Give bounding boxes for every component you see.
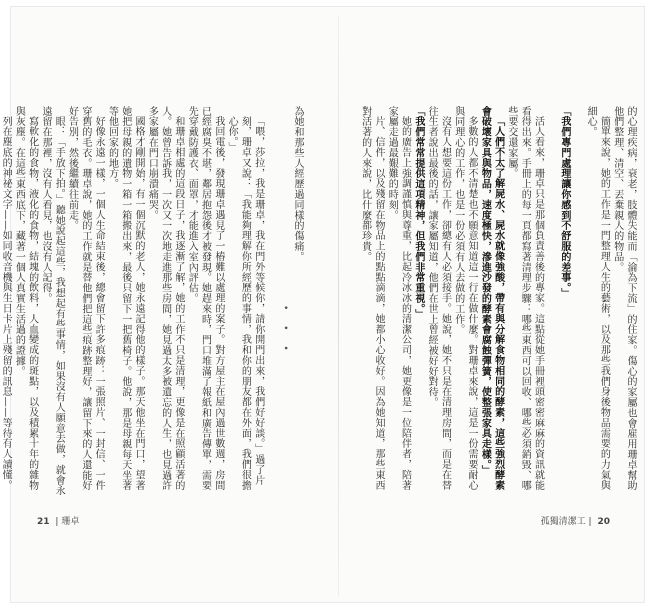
paragraph: 列在塵底的神祕文字——如同收音機與生日卡片上殘留的訊息——等待有人讀懂。 bbox=[0, 116, 12, 491]
paragraph: 片、信件，以及殘留在物品上的點點滴滴，她都小心收好。因為她知道，那些東西對活著的人來說，比什麼都珍貴。 bbox=[359, 106, 384, 491]
dialog-paragraph: 「喂，莎拉，我是珊卓，我在門外等候你，請你開門出來，我們好好談。」過了片刻，珊卓又說：「我能夠理解你所經歷的事情，我和你的朋友都在外面，我們很擔心你。」 bbox=[226, 116, 264, 491]
running-title: 珊卓 bbox=[61, 517, 80, 527]
right-page bbox=[339, 6, 645, 603]
running-title: 孤獨清潔工 bbox=[540, 517, 586, 527]
left-page-text bbox=[0, 106, 304, 496]
bold-quote: 「人們不太了解屍水、屍水就像強酸，帶有與分解食物相同的酵素，這些強烈酵素會破壞家具與物品，速度極快，滲進沙發的酵素會腐蝕彈簧，使整張家具走樣。」 bbox=[479, 106, 504, 491]
page-number: 20 bbox=[597, 517, 610, 527]
paragraph: 國格才剛開始，有一個沉默的老人，她永遠記得他的樣子。那天他坐在門口，望著她把母親的遺物一箱一箱搬出來，最後只留下一把舊椅子。他說，那是母親每天坐著等他回家的地方。 bbox=[106, 106, 145, 491]
paragraph: 多數的人都不清楚也不願意知道這一行在做什麼。對珊卓來說，這是一份需要耐心與同理心的工作，也是一份必須有人去做的工作。 bbox=[452, 106, 478, 491]
paragraph: 她的廣告上強調謹慎與尊重，比起冷冰冰的清潔公司，她更像是一位陪伴者，陪著家屬走過最艱難的時刻。 bbox=[386, 106, 411, 491]
paragraph: 沒有人想要這份工作，卻總有人必須接手。她說，她不只是在清理房間，而是在替往生者說出最後的話，讓家屬知道，他們在世上曾經被好好對待。 bbox=[426, 106, 451, 491]
left-page bbox=[0, 6, 338, 603]
spacer bbox=[571, 106, 584, 496]
paragraph: 活人看來，珊卓只是那個負責善後的專家。這點從她手冊裡頭密密麻麻的資訊就能看得出來。手冊上的每一頁都寫著清理步驟：哪些東西可以回收、哪些必須銷毀、哪些要交還家屬。 bbox=[505, 106, 544, 491]
spacer bbox=[545, 106, 558, 496]
bold-quote: 「我們專門處理讓你感到不舒服的差事。」 bbox=[558, 106, 570, 299]
left-folio bbox=[34, 514, 79, 527]
paragraph: 我回電後，發現珊卓遇見了一樁難以處理的案子。對方屋主在屋內過世數週，房間已經腐臭不堪，鄰居抱怨後才被發現。她趕來時，門口堆滿了報紙和廣告傳單，需要先穿戴防護衣、面罩，才能進入室內評估。 bbox=[186, 106, 224, 491]
paragraph: 寫軟化的食物，液化的食物，結塊的飲料，人血變成的斑點，以及積累十年的雜物與灰塵。在這些東西底下，藏著一個人真實生活過的證據。 bbox=[13, 106, 38, 491]
folio-divider: | bbox=[55, 517, 59, 527]
paragraph: 簡單來說，她的工作是一門整理人生的藝術，以及那些我們身後物品需要的力氣與細心。 bbox=[585, 106, 610, 491]
right-page-text bbox=[347, 106, 637, 496]
paragraph: 好像永遠一樣，一個人生命結束後，總會留下許多痕跡：一張照片、一封信、一件穿舊的毛衣。珊卓說，她的工作就是替他們把這些痕跡整理好，讓留下來的人還能好好告別，然後繼續往前走。 bbox=[66, 106, 105, 491]
section-break-ornament: • • • bbox=[279, 305, 290, 357]
book-spread bbox=[0, 6, 645, 603]
bold-quote: 「我們常常提供這項精神，但我們非常重視。」 bbox=[412, 106, 424, 320]
paragraph: 眼：「手放下拍。」聽她說起這些，我想起有些事情，如果沒有人願意去做，就會永遠留在那裡，沒有人看見，也沒有人記得。 bbox=[39, 106, 65, 496]
folio-divider: | bbox=[588, 517, 592, 527]
right-folio bbox=[541, 514, 613, 527]
page-number: 21 bbox=[37, 517, 50, 527]
paragraph: 和珊卓相處的這段日子，我逐漸了解，她的工作不只是清理，更像是在照顧活著的人。她曾告訴我，一次又一次地走進那些房間，她見過太多被遺忘的人生，也見過許多家屬在門口崩潰痛哭。 bbox=[146, 106, 184, 491]
paragraph: 的心理疾病，衰老，肢體失能而「淪為下流」的住家。傷心的家屬也會雇用珊卓幫助他們整理、清空、丟棄親人的物品。 bbox=[611, 106, 636, 491]
section-heading: 為她和那些人經歷過同樣的傷痛。 bbox=[292, 106, 303, 262]
